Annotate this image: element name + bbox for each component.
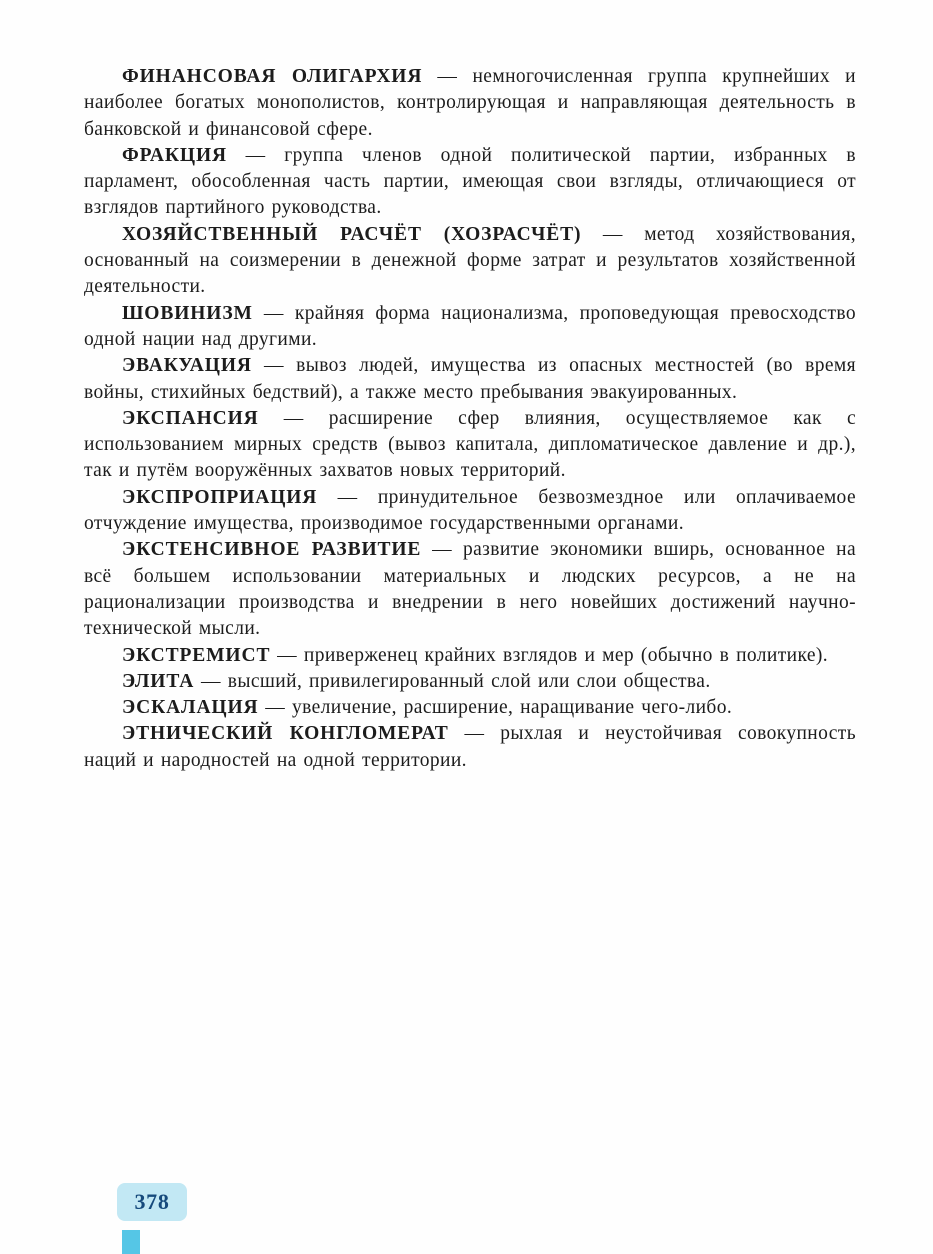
glossary-entry [84, 669, 856, 695]
page-edge-tab [122, 1230, 140, 1254]
term-separator: — [226, 144, 285, 166]
glossary-term: ФРАКЦИЯ [122, 144, 227, 166]
glossary-entry [84, 485, 856, 538]
term-separator: — [448, 723, 501, 745]
glossary-term: ЭКСПРОПРИАЦИЯ [122, 486, 318, 508]
term-separator: — [270, 644, 304, 666]
glossary-term: ХОЗЯЙСТВЕННЫЙ РАСЧЁТ (ХОЗРАСЧЁТ) [122, 223, 582, 245]
term-separator: — [422, 66, 473, 87]
term-separator: — [251, 355, 297, 377]
page-number-badge [117, 1183, 187, 1221]
glossary-entry [84, 222, 856, 301]
glossary-definition: рыхлая и неустойчивая совокупность наций и народностей на одной территории. [84, 723, 856, 771]
glossary-entry [84, 64, 856, 143]
glossary-term: ЭКСТРЕМИСТ [122, 644, 271, 666]
term-separator: — [194, 670, 228, 692]
glossary-entry [84, 537, 856, 642]
glossary-definition: расширение сфер влияния, осуществляемое как с использованием мирных средств (вывоз капитала, дипломатическое давление и др.), так и путём вооружённых захватов новых территорий. [84, 407, 856, 482]
glossary-definition: крайняя форма национализма, проповедующая превосходство одной нации над другими. [84, 302, 856, 350]
glossary-entry [84, 695, 856, 721]
glossary-term: ЭЛИТА [122, 670, 195, 692]
glossary-text [84, 64, 856, 774]
glossary-term: ФИНАНСОВАЯ ОЛИГАРХИЯ [122, 66, 423, 87]
glossary-definition: принудительное безвозмездное или оплачиваемое отчуждение имущества, производимое государственными органами. [84, 486, 856, 535]
glossary-term: ЭТНИЧЕСКИЙ КОНГЛОМЕРАТ [122, 723, 449, 745]
page-number: 378 [134, 1189, 170, 1214]
glossary-definition: увеличение, расширение, наращивание чего-либо. [292, 697, 733, 719]
term-separator: — [258, 407, 329, 429]
term-separator: — [252, 302, 295, 324]
glossary-term: ЭВАКУАЦИЯ [122, 355, 252, 377]
glossary-definition: группа членов одной политической партии, избранных в парламент, обособленная часть партии, имеющая свои взгляды, отличающиеся от взглядов партийного руководства. [84, 144, 856, 219]
glossary-entry [84, 643, 856, 669]
glossary-entry [84, 143, 856, 222]
glossary-term: ШОВИНИЗМ [122, 302, 253, 324]
glossary-definition: метод хозяйствования, основанный на соизмерении в денежной форме затрат и результатов хозяйственной деятельности. [84, 223, 856, 298]
term-separator: — [421, 539, 463, 561]
glossary-term: ЭКСПАНСИЯ [122, 407, 259, 429]
term-separator: — [581, 223, 645, 245]
glossary-definition: развитие экономики вширь, основанное на всё большем использовании материальных и людских ресурсов, а не на рационализации производства и внедрении в него новейших достижений научно-технической мысли. [84, 539, 856, 640]
glossary-definition: немногочисленная группа крупнейших и наиболее богатых монополистов, контролирующая и направляющая деятельность в банковской и финансовой сфере. [84, 66, 856, 140]
term-separator: — [258, 697, 293, 719]
term-separator: — [317, 486, 378, 508]
glossary-term: ЭСКАЛАЦИЯ [122, 697, 259, 719]
glossary-entry [84, 406, 856, 485]
glossary-definition: высший, привилегированный слой или слои общества. [227, 670, 711, 692]
glossary-term: ЭКСТЕНСИВНОЕ РАЗВИТИЕ [122, 539, 422, 561]
glossary-definition: вывоз людей, имущества из опасных местностей (во время войны, стихийных бедствий), а также место пребывания эвакуированных. [84, 355, 857, 403]
glossary-entry [84, 353, 856, 406]
glossary-entry [84, 721, 856, 774]
glossary-entry [84, 301, 856, 354]
glossary-definition: приверженец крайних взглядов и мер (обычно в политике). [303, 644, 829, 666]
